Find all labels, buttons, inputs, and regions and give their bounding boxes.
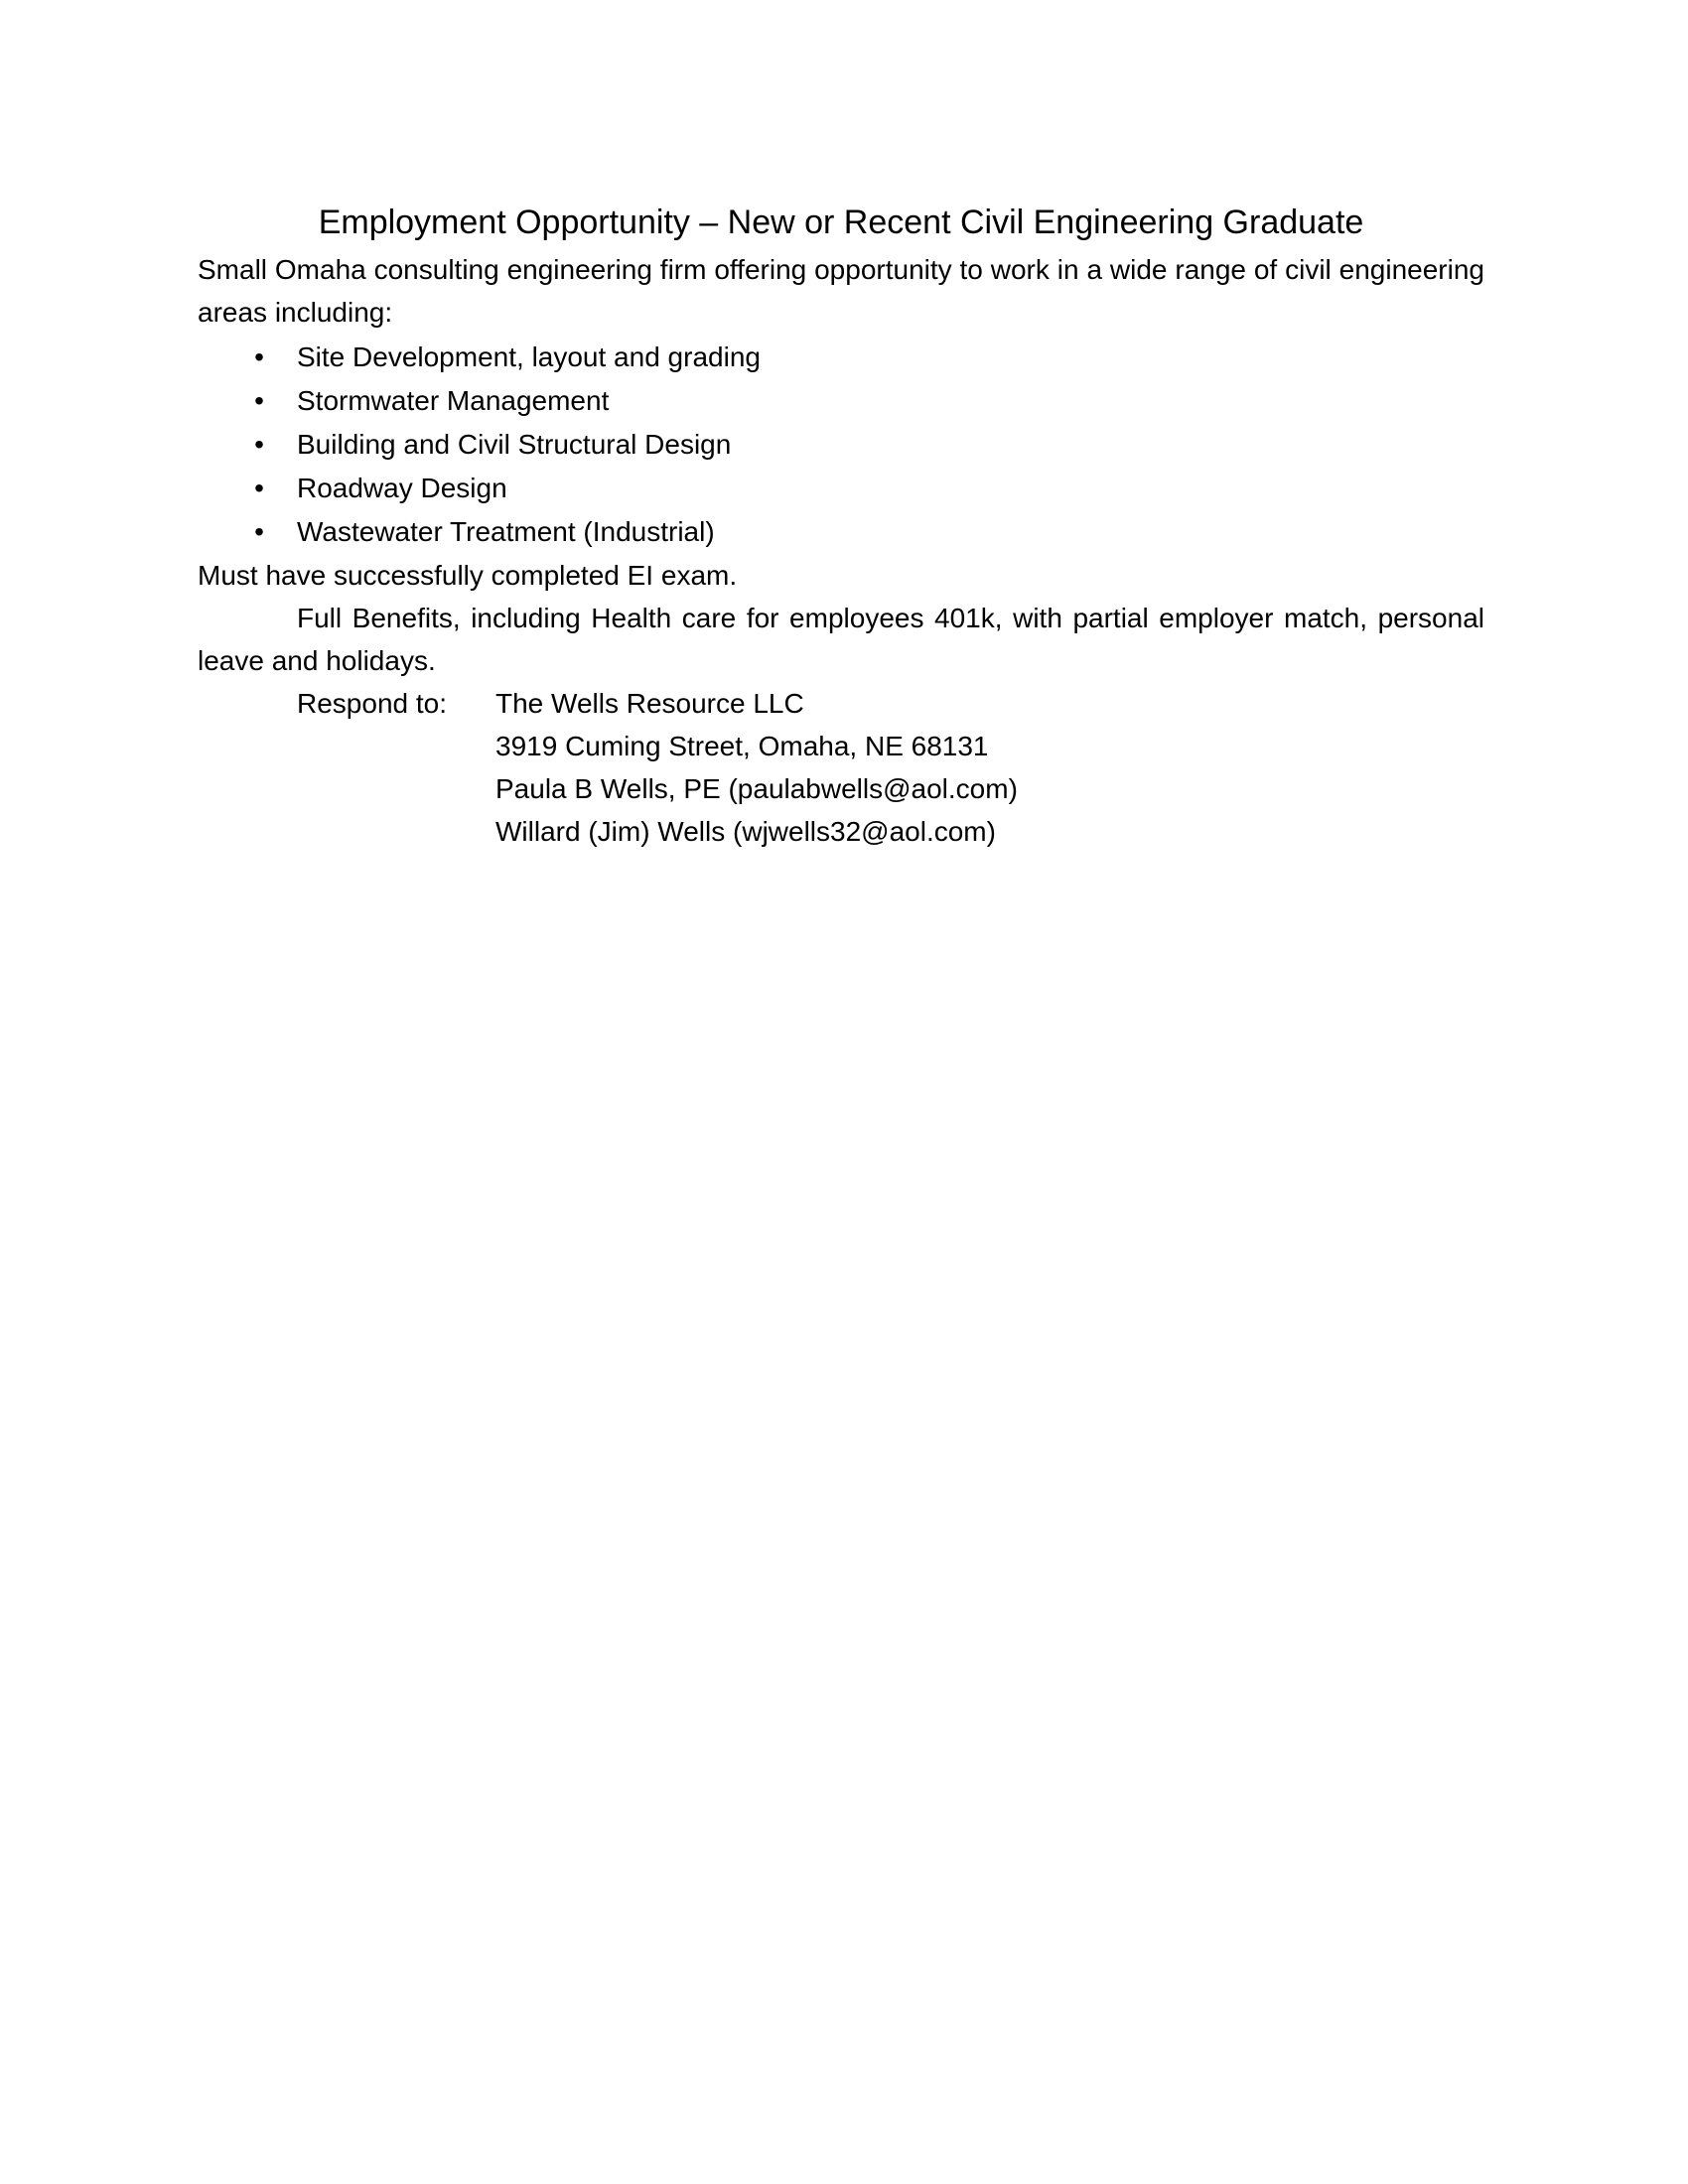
list-item	[198, 336, 1484, 379]
list-item-text: Roadway Design	[297, 473, 507, 503]
document-title: Employment Opportunity – New or Recent Civil Engineering Graduate	[318, 204, 1364, 241]
requirement-paragraph: Must have successfully completed EI exam.	[198, 560, 738, 591]
list-item-text: Wastewater Treatment (Industrial)	[297, 516, 715, 547]
list-item	[198, 510, 1484, 554]
respond-contact-lines	[495, 682, 1018, 853]
bullet-icon: •	[254, 341, 264, 372]
respond-label: Respond to:	[297, 688, 447, 719]
contact-willard: Willard (Jim) Wells (wjwells32@aol.com)	[495, 816, 996, 847]
document-body	[198, 197, 1484, 853]
bullet-icon: •	[254, 473, 264, 503]
intro-paragraph: Small Omaha consulting engineering firm offering opportunity to work in a wide range of civil engineering areas including:	[198, 254, 1484, 328]
bullet-icon: •	[254, 516, 264, 547]
benefits-paragraph: Full Benefits, including Health care for employees 401k, with partial employer match, personal leave and holidays.	[198, 603, 1484, 676]
company-address: 3919 Cuming Street, Omaha, NE 68131	[495, 731, 989, 761]
list-item	[198, 467, 1484, 510]
engineering-areas-list	[198, 336, 1484, 554]
respond-block	[198, 682, 1484, 853]
list-item	[198, 379, 1484, 423]
list-item-text: Site Development, layout and grading	[297, 341, 761, 372]
list-item	[198, 423, 1484, 467]
company-name: The Wells Resource LLC	[495, 688, 804, 719]
list-item-text: Building and Civil Structural Design	[297, 429, 732, 460]
bullet-icon: •	[254, 385, 264, 416]
list-item-text: Stormwater Management	[297, 385, 610, 416]
bullet-icon: •	[254, 429, 264, 460]
contact-paula: Paula B Wells, PE (paulabwells@aol.com)	[495, 773, 1018, 804]
